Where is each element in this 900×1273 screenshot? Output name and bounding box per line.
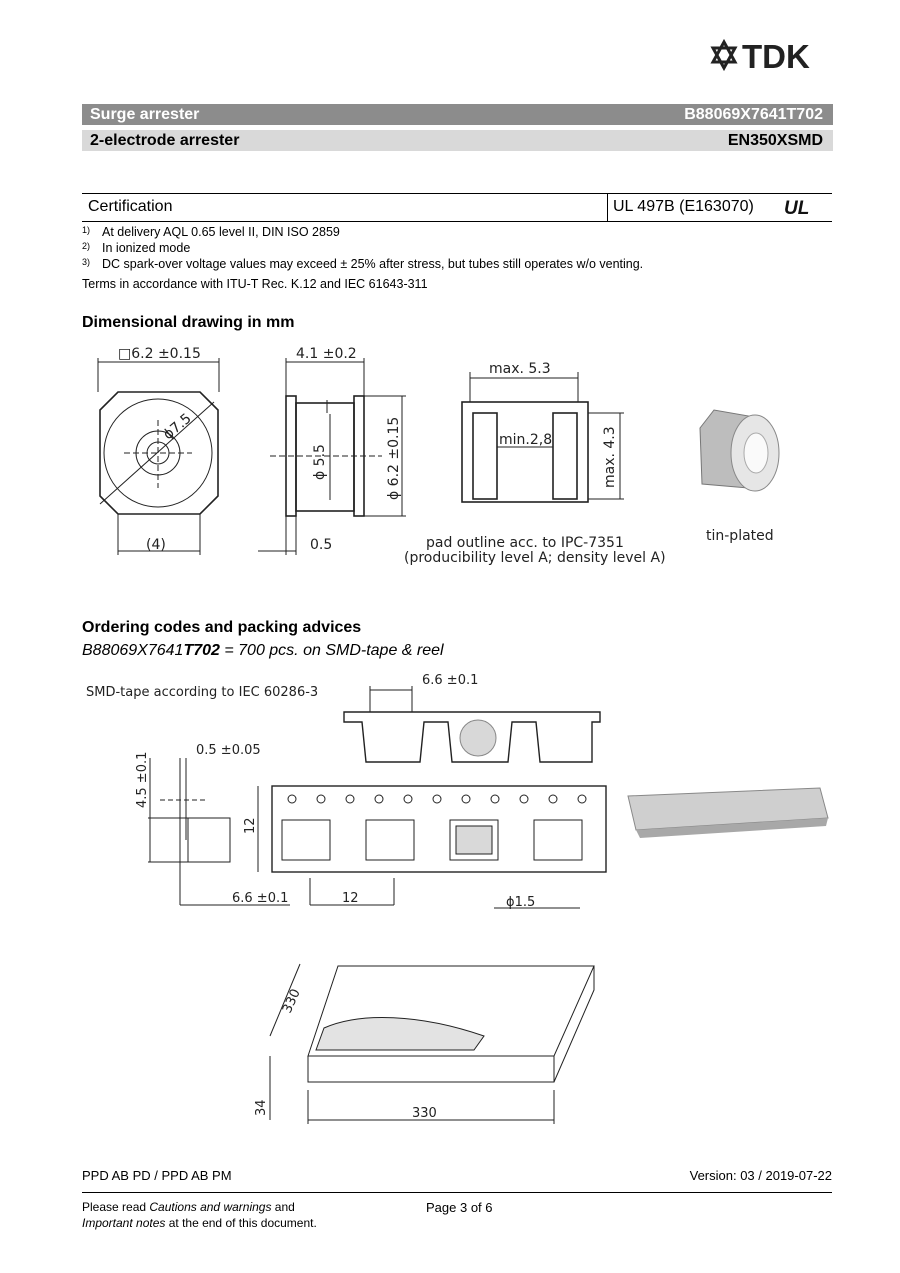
svg-text:UL: UL: [784, 198, 810, 218]
part-number: B88069X7641T702: [684, 106, 823, 123]
tape-dim-66: 6.6 ±0.1: [232, 891, 289, 906]
tape-dim-12w: 12: [243, 817, 258, 834]
ul-mark-icon: [782, 196, 816, 218]
dim-max43: max. 4.3: [602, 426, 618, 488]
certification-row: [82, 193, 832, 222]
product-type: Surge arrester: [90, 106, 200, 123]
dim-w4: (4): [146, 537, 166, 553]
pad-outline-note: pad outline acc. to IPC-7351: [426, 535, 624, 551]
reel-packaging-drawing: [0, 955, 900, 1130]
subtitle-band: [82, 130, 833, 151]
tape-dim-45: 4.5 ±0.1: [135, 751, 150, 808]
tape-3d-image: [628, 788, 828, 838]
dim-dia55: ϕ 5.5: [312, 444, 328, 480]
reel-dim-34: 34: [254, 1099, 269, 1116]
smd-tape-drawing: [0, 670, 900, 920]
terms-text: Terms in accordance with ITU-T Rec. K.12 and IEC 61643-311: [82, 277, 428, 291]
product-description: 2-electrode arrester: [90, 132, 240, 149]
dim-max53: max. 5.3: [489, 361, 551, 377]
dim-dia75: ϕ7.5: [160, 410, 195, 444]
footer-divider: [82, 1192, 832, 1193]
footnote: $^{1)}$ At delivery AQL 0.65 level II, DIN ISO 2859: [82, 225, 340, 239]
tape-dim-05: 0.5 ±0.05: [196, 743, 261, 758]
series-name: EN350XSMD: [727, 132, 823, 149]
reel-dim-330-depth: 330: [279, 986, 304, 1016]
dim-len41: 4.1 ±0.2: [296, 346, 357, 362]
tape-dim-pitch: 12: [342, 891, 359, 906]
tape-dim-d15: ϕ1.5: [506, 895, 536, 910]
footnote: $^{2)}$ In ionized mode: [82, 241, 191, 255]
page-number: Page 3 of 6: [426, 1200, 493, 1215]
pad-level-note: (producibility level A; density level A): [404, 550, 666, 566]
dim-min28: min.2,8: [499, 432, 553, 448]
title-band: [82, 104, 833, 125]
reel-dim-330-width: 330: [412, 1106, 437, 1121]
certification-value: UL 497B (E163070): [613, 198, 754, 215]
sprocket-holes: [288, 795, 586, 803]
ordering-heading: Ordering codes and packing advices: [82, 619, 362, 636]
logo-text: TDK: [742, 38, 810, 74]
footer-department: PPD AB PD / PPD AB PM: [82, 1168, 232, 1183]
certification-label: Certification: [88, 198, 173, 215]
tdk-logo: [708, 38, 836, 74]
dim-t05: 0.5: [310, 537, 333, 553]
footnote: $^{3)}$ DC spark-over voltage values may exceed ± 25% after stress, but tubes still operates w/o venting.: [82, 257, 644, 271]
tdk-star-icon: [713, 42, 735, 68]
dim-dia62: ϕ 6.2 ±0.15: [386, 416, 402, 500]
footer-note: Please read Cautions and warnings and Important notes at the end of this document.: [82, 1200, 317, 1230]
component-3d-image: [700, 410, 779, 491]
cell-divider: [607, 194, 608, 221]
tape-dim-66top: 6.6 ±0.1: [422, 673, 479, 688]
ordering-code: B88069X7641T702 = 700 pcs. on SMD-tape & reel: [82, 642, 444, 659]
tape-title: SMD-tape according to IEC 60286-3: [86, 685, 319, 700]
dimensional-heading: Dimensional drawing in mm: [82, 314, 295, 331]
footer-version: Version: 03 / 2019-07-22: [689, 1168, 832, 1183]
dim-square: □6.2 ±0.15: [118, 346, 201, 362]
tin-plated-note: tin-plated: [706, 528, 774, 544]
dimensional-drawing: [0, 330, 900, 580]
